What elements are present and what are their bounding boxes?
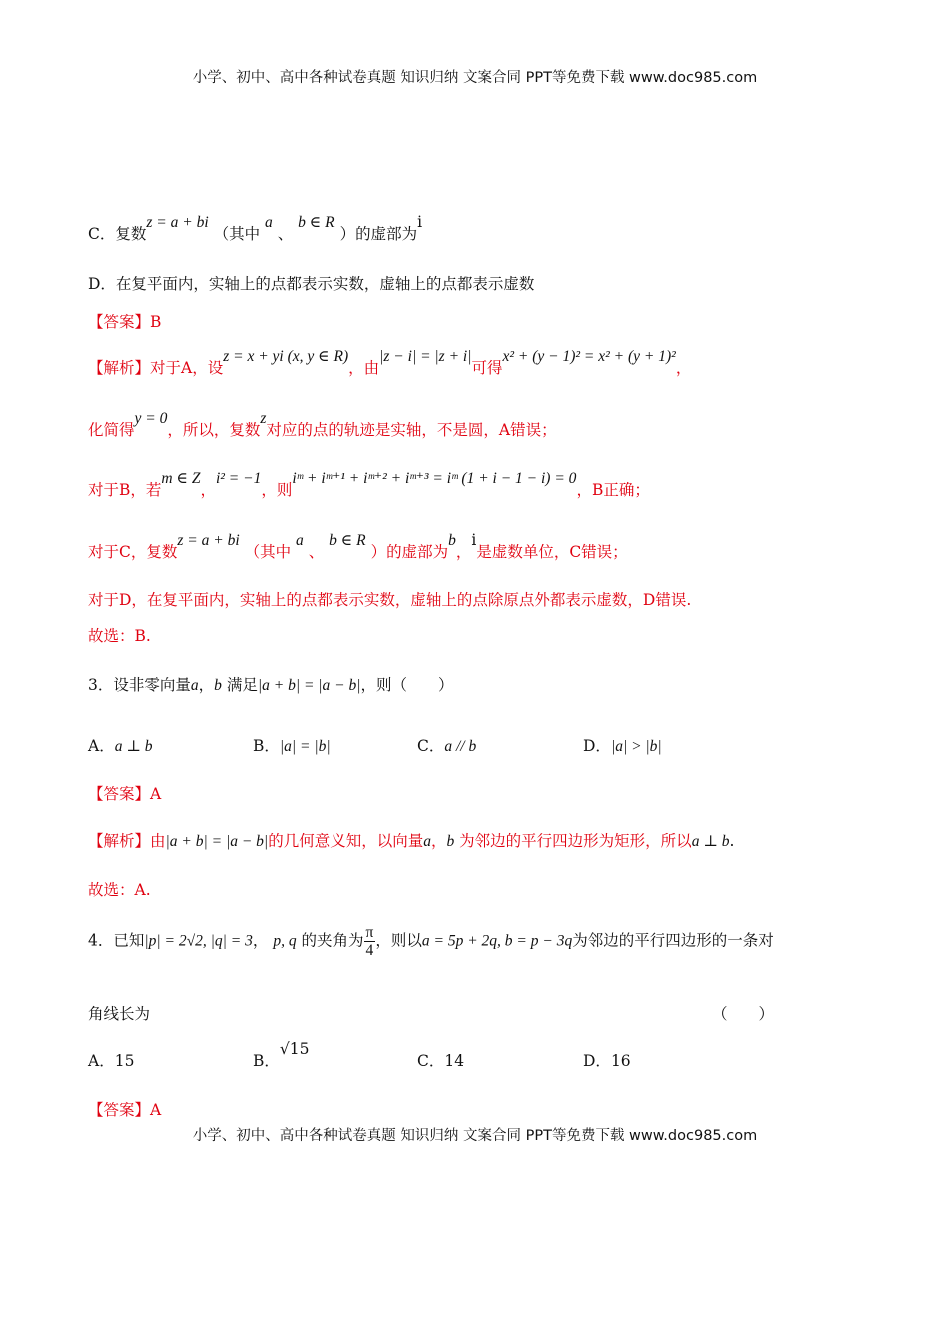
q3-vb: b [214,677,222,694]
q2-a1-label: 【解析】对于A，设 [88,359,224,377]
q2-a1-mid2: 可得 [471,359,503,377]
q2-a1-expr2: |z − i| = |z + i| [379,348,472,365]
q2-optc-tail: ）的虚部为 [339,225,418,243]
q4-stem-c: ，则以 [375,931,422,950]
q3-stem-a: 3．设非零向量 [88,676,191,694]
q2-a4-expr: z = a + bi [177,532,240,549]
q2-a4-i: i [471,531,477,549]
q4-opt-d-label: D． [583,1052,611,1070]
q4-opt-a-label: A． [88,1052,115,1070]
q3-an-res: a ⊥ b [691,833,730,850]
q4-frac-den: 4 [365,942,374,960]
q2-analysis-line1 [88,348,692,378]
q4-vectors: a = 5p + 2q, b = p − 3q [421,932,573,950]
q4-option-c [417,1049,464,1071]
q4-opt-c-label: C． [417,1052,445,1070]
q2-a4-e: 是虚数单位，C错误； [476,543,628,561]
q2-optc-expr: z = a + bi [146,214,209,231]
q2-optc-i: i [417,213,423,231]
q4-stem-line1 [88,924,774,959]
q2-optc-mid: （其中 [213,225,261,243]
q2-optc-label: C．复数 [88,225,147,243]
page-header: 小学、初中、高中各种试卷真题 知识归纳 文案合同 PPT等免费下载 www.doc985.com [192,70,758,86]
q4-comma: ， [252,931,269,950]
q4-stem-d: 为邻边的平行四边形的一条对 [572,931,774,950]
q2-optc-a: a [265,214,273,231]
q4-option-d [583,1049,631,1071]
page-footer: 小学、初中、高中各种试卷真题 知识归纳 文案合同 PPT等免费下载 www.doc985.com [192,1128,758,1144]
q3-an-a: 【解析】由 [88,832,166,850]
q3-opt-a-expr: a ⊥ b [114,738,153,755]
q4-stem-b: 的夹角为 [301,931,364,950]
q3-an-expr: |a + b| = |a − b| [165,833,269,850]
q4-pq: p, q [273,932,297,950]
q3-an-comma: ， [430,832,447,850]
q4-stem-a: 4．已知 [88,931,145,950]
q2-a4-c: ）的虚部为 [370,543,449,561]
q4-stem-line2: 角线长为 [88,1005,151,1023]
q4-opt-c-value: 14 [444,1052,465,1070]
q4-opt-a-value: 15 [114,1052,135,1070]
q4-opt-b-value: √15 [279,1040,310,1058]
q2-a2-b: ，所以，复数 [167,421,261,439]
q3-comma: ， [198,676,215,694]
q2-choose: 故选：B. [88,627,151,645]
q3-cond: |a + b| = |a − b| [257,677,361,694]
q4-paren: （ ） [712,1005,775,1023]
q4-opt-d-value: 16 [610,1052,631,1070]
q2-analysis-line5: 对于D，在复平面内，实轴上的点都表示实数，虚轴上的点除原点外都表示虚数，D错误. [88,591,692,609]
q3-option-d [583,734,662,756]
q4-option-a [88,1049,134,1071]
q2-a3-a: 对于B，若 [88,481,162,499]
q2-analysis-line3 [88,470,650,500]
q4-cond: |p| = 2√2, |q| = 3 [144,932,253,950]
q2-a1-expr3: x² + (y − 1)² = x² + (y + 1)² [502,348,676,365]
q2-a3-d: ，B正确； [576,481,650,499]
q2-a1-mid: ，由 [348,359,380,377]
q2-option-d: D．在复平面内，实轴上的点都表示实数，虚轴上的点都表示虚数 [88,275,535,293]
q3-opt-a-label: A． [88,737,115,755]
q2-a4-d: ， [455,543,472,561]
q2-option-c [88,213,423,244]
q2-a4-bR: b ∈ R [329,532,366,549]
q2-a1-expr1: z = x + yi (x, y ∈ R) [223,348,349,365]
q3-opt-b-expr: |a| = |b| [279,738,331,755]
q2-optc-sep: 、 [277,225,294,243]
q2-a3-expr2: i² = −1 [215,470,262,487]
q2-a3-b: ， [200,481,216,499]
q3-va: a [190,677,199,694]
q3-option-b [253,734,331,756]
q4-option-b [253,1040,310,1071]
q3-option-c [417,734,476,756]
q2-a2-expr: y = 0 [134,410,168,427]
q3-opt-d-label: D． [583,737,611,755]
q4-answer: 【答案】A [88,1101,162,1119]
q4-frac-num: π [365,924,374,941]
q3-choose: 故选：A. [88,881,151,899]
q3-opt-c-expr: a // b [444,738,477,755]
q2-a3-expr1: m ∈ Z [161,470,201,487]
q2-a2-z: z [260,410,267,427]
q3-an-vb: b [446,833,455,850]
q2-a3-expr3: iᵐ + iᵐ⁺¹ + iᵐ⁺² + iᵐ⁺³ = iᵐ (1 + i − 1 − i) = 0 [292,470,577,487]
q2-a3-c: ，则 [261,481,293,499]
q2-a2-c: 对应的点的轨迹是实轴，不是圆，A错误； [266,421,557,439]
q3-opt-b-label: B． [253,737,280,755]
q4-angle-fraction [364,924,376,959]
q2-analysis-line4 [88,531,628,562]
q3-stem-b: 满足 [226,676,258,694]
q3-analysis [88,829,734,851]
q2-a4-b: （其中 [244,543,292,561]
q3-an-end: . [729,832,735,850]
q2-a4-a: 对于C，复数 [88,543,178,561]
q3-opt-c-label: C． [417,737,445,755]
q3-an-c: 为邻边的平行四边形为矩形，所以 [459,832,692,850]
q2-analysis-line2 [88,410,557,440]
q4-opt-b-label: B． [253,1052,280,1070]
q3-stem [88,673,454,695]
q3-an-b: 的几何意义知，以向量 [268,832,424,850]
q3-stem-c: ，则（ ） [360,676,454,694]
q2-answer: 【答案】B [88,313,162,331]
q3-an-va: a [423,833,431,850]
q3-option-a [88,734,153,756]
q2-optc-bR: b ∈ R [298,214,335,231]
q3-opt-d-expr: |a| > |b| [610,738,662,755]
q2-a2-a: 化简得 [88,421,135,439]
q2-a4-bv: b [448,532,456,549]
q2-a4-sep: 、 [308,543,325,561]
q2-a1-end: ， [675,359,692,377]
q3-answer: 【答案】A [88,785,162,803]
q2-a4-av: a [296,532,304,549]
